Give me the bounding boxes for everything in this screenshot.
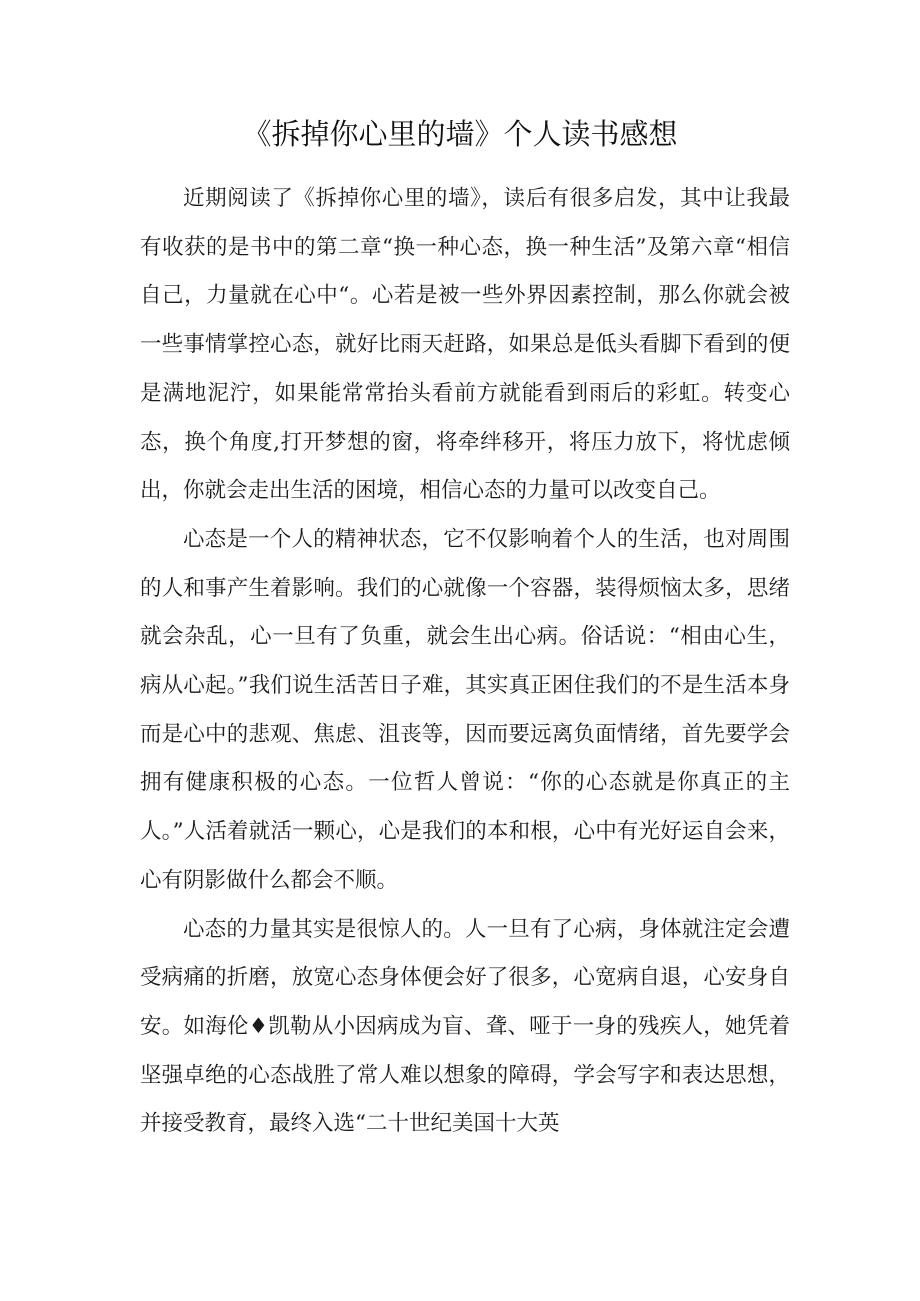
document-title: 《拆掉你心里的墙》个人读书感想	[242, 117, 678, 151]
paragraph-3: 心态的力量其实是很惊人的。人一旦有了心病，身体就注定会遭受病痛的折磨，放宽心态身体便会好了很多，心宽病自退，心安身自安。如海伦♦凯勒从小因病成为盲、聋、哑于一身的残疾人，她凭着坚强卓绝的心态战胜了常人难以想象的障碍，学会写字和表达思想，并接受教育，最终入选“二十世纪美国十大英	[140, 916, 790, 1137]
paragraph-1: 近期阅读了《拆掉你心里的墙》，读后有很多启发，其中让我最有收获的是书中的第二章“换一种心态，换一种生活”及第六章“相信自己，力量就在心中“。心若是被一些外界因素控制，那么你就会被一些事情掌控心态，就好比雨天赶路，如果总是低头看脚下看到的便是满地泥泞，如果能常常抬头看前方就能看到雨后的彩虹。转变心态，换个角度,打开梦想的窗，将牵绊移开，将压力放下，将忧虑倾出，你就会走出生活的困境，相信心态的力量可以改变自己。	[140, 186, 790, 504]
paragraph-2: 心态是一个人的精神状态，它不仅影响着个人的生活，也对周围的人和事产生着影响。我们的心就像一个容器，装得烦恼太多，思绪就会杂乱，心一旦有了负重，就会生出心病。俗话说：“相由心生，病从心起。”我们说生活苦日子难，其实真正困住我们的不是生活本身而是心中的悲观、焦虑、沮丧等，因而要远离负面情绪，首先要学会拥有健康积极的心态。一位哲人曾说：“你的心态就是你真正的主人。”人活着就活一颗心，心是我们的本和根，心中有光好运自会来，心有阴影做什么都会不顺。	[140, 526, 790, 893]
document-body	[140, 175, 790, 1149]
